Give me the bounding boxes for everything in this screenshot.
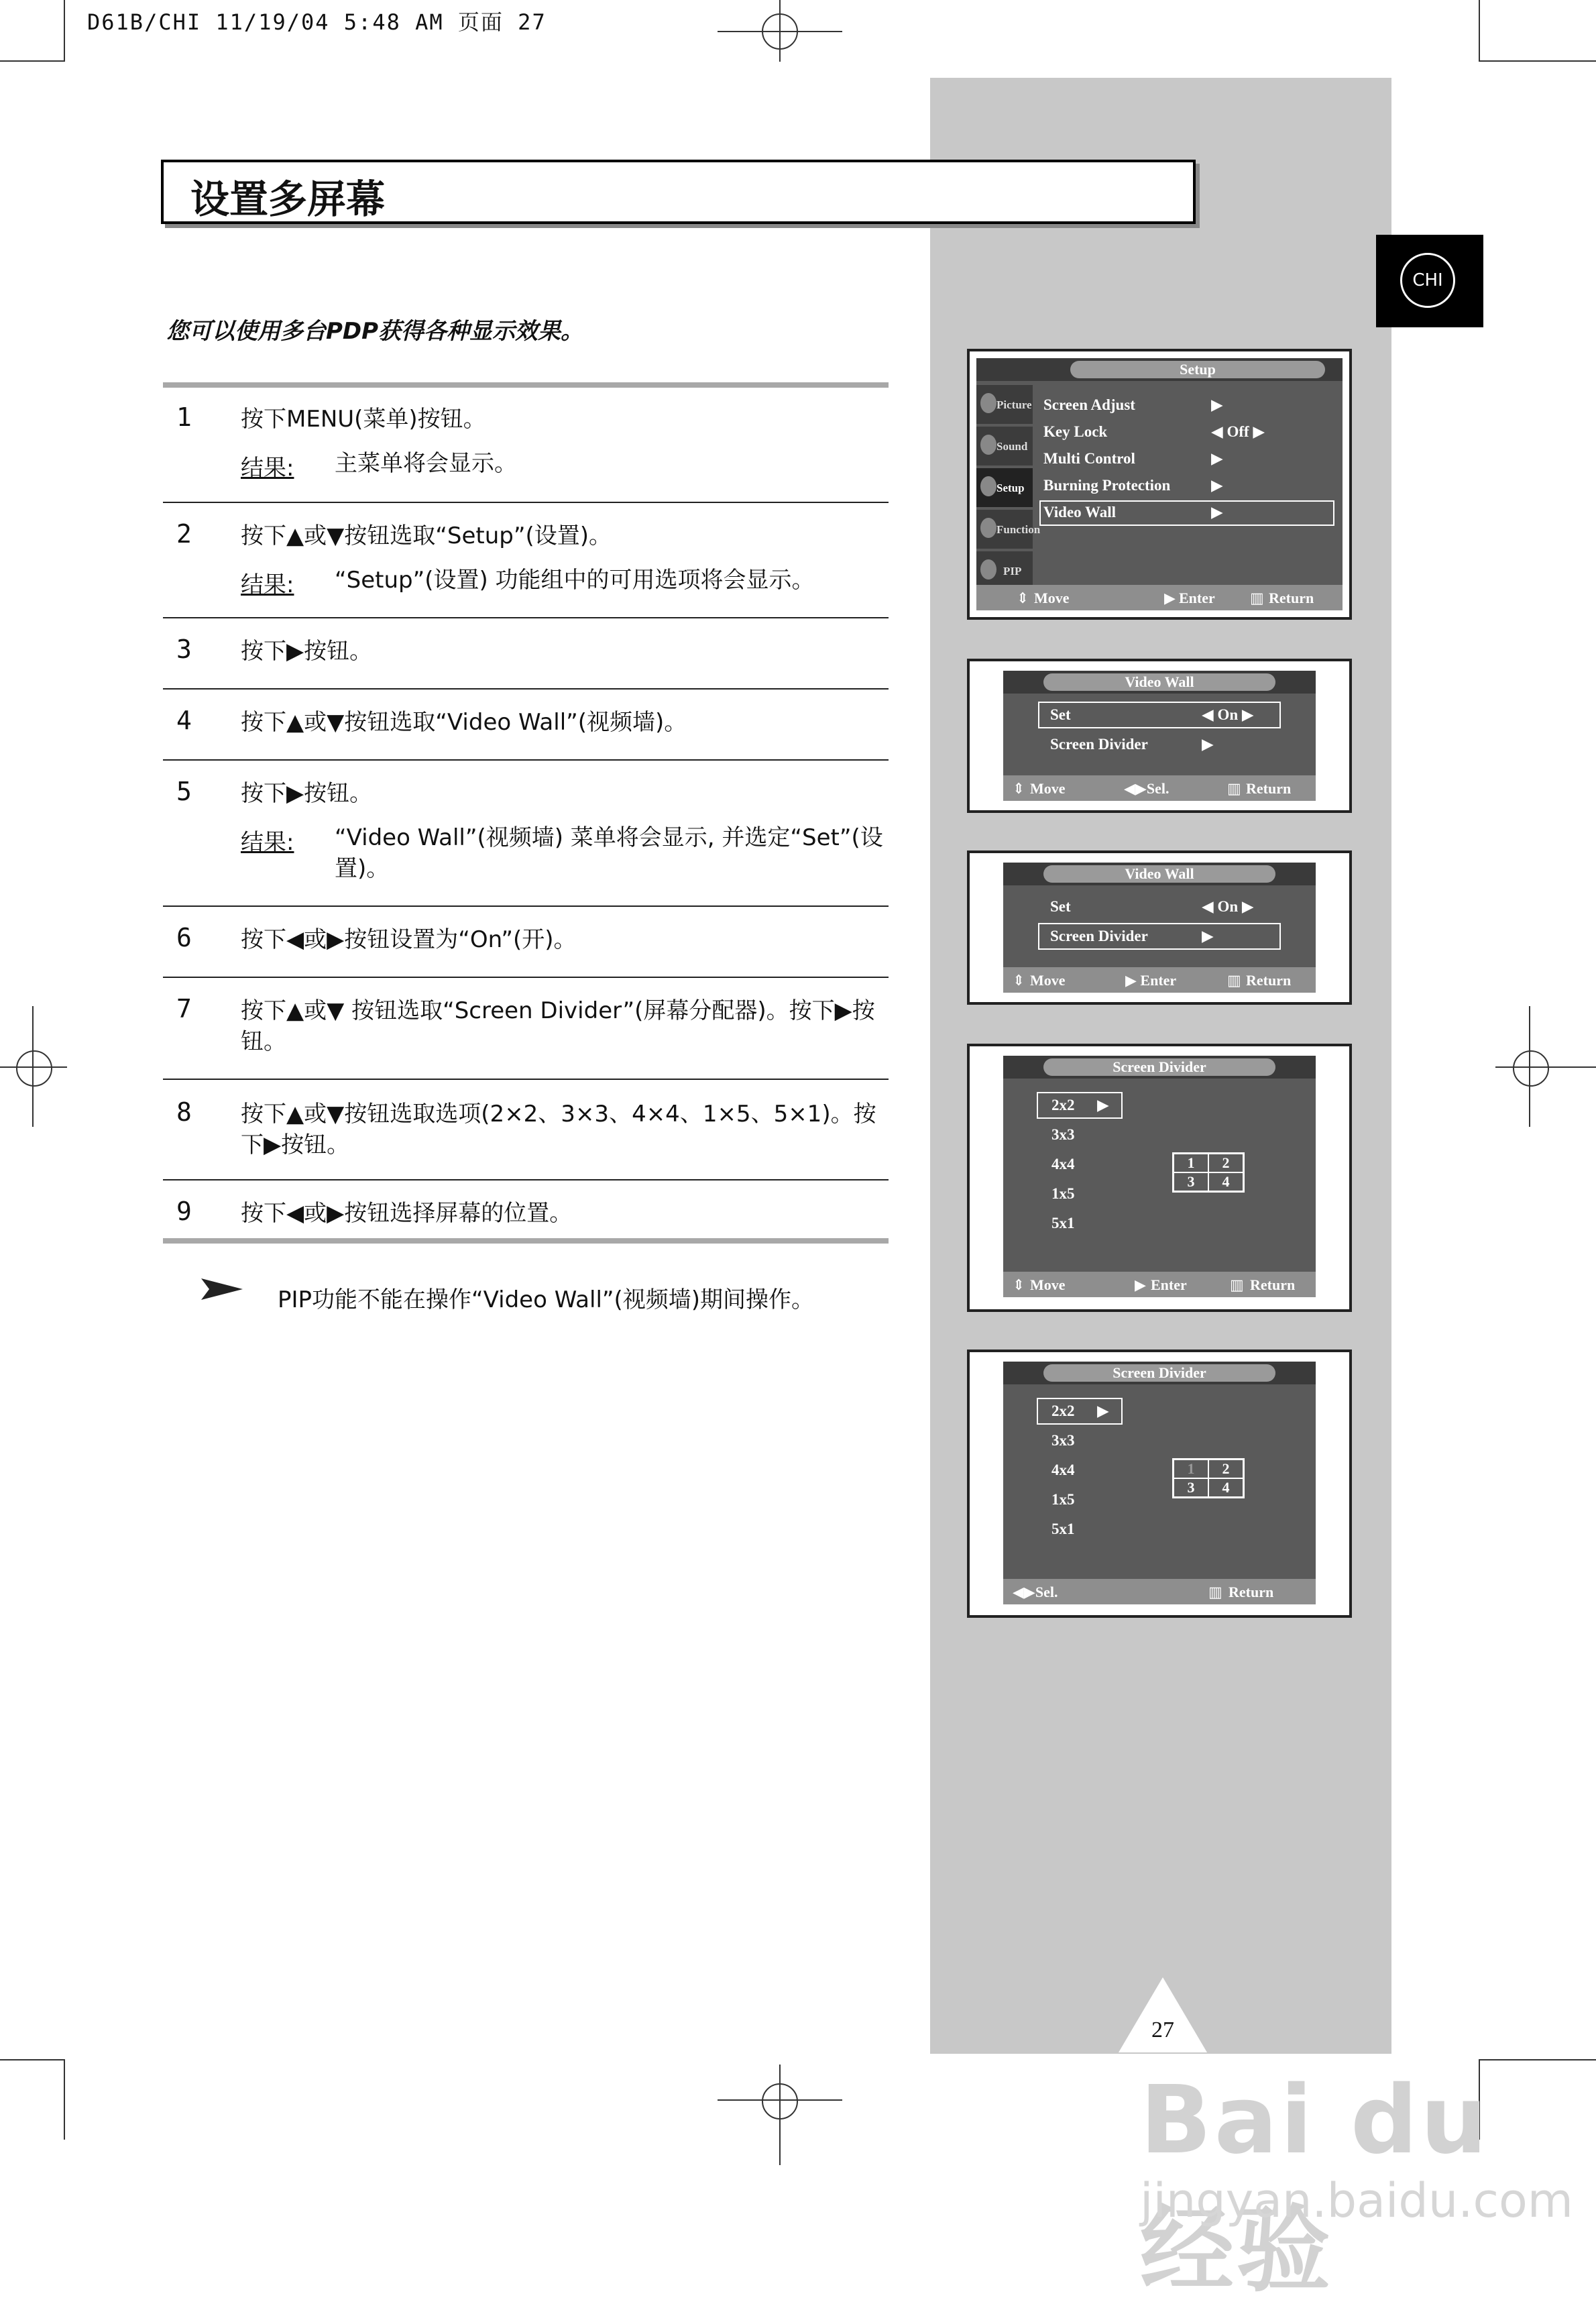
- menu-item-value: ◀ On ▶: [1202, 898, 1254, 915]
- step-divider: [163, 1179, 889, 1180]
- side-tab-label: Picture: [996, 398, 1032, 411]
- result-text: “Setup”(设置) 功能组中的可用选项将会显示。: [335, 567, 815, 594]
- osd-title-bar: [1003, 1056, 1316, 1079]
- option-label: 2x2: [1051, 1097, 1075, 1113]
- footer-move: Move: [1030, 780, 1066, 797]
- option-4x4[interactable]: [1051, 1152, 1075, 1176]
- footer-return-icon: ▥: [1227, 780, 1241, 797]
- step-text: 按下MENU(菜单)按钮。: [241, 406, 486, 433]
- crop-mark: [64, 0, 65, 62]
- step-divider: [163, 759, 889, 761]
- menu-item-set[interactable]: [1050, 703, 1071, 727]
- step-text: 按下▲或▼按钮选取选项(2×2、3×3、4×4、1×5、5×1)。按下▶按钮。: [241, 1101, 876, 1158]
- osd-title-bar: [976, 358, 1343, 381]
- screen-divider-position-frame: [967, 1350, 1352, 1618]
- step-divider: [163, 905, 889, 907]
- step-divider: [163, 617, 889, 618]
- grid-cell-selected[interactable]: 1: [1174, 1460, 1208, 1478]
- step-text: 按下▲或▼按钮选取“Setup”(设置)。: [241, 522, 612, 549]
- footer-move: Move: [1030, 972, 1066, 989]
- footer-return-icon: ▥: [1250, 590, 1264, 606]
- footer-return-icon: ▥: [1230, 1276, 1244, 1293]
- screen-setup-frame: [967, 349, 1352, 620]
- menu-item-value: ▶: [1202, 736, 1214, 753]
- menu-item-label: Set: [1050, 898, 1071, 915]
- crop-mark: [1479, 2059, 1596, 2060]
- setup-icon: [980, 476, 996, 496]
- menu-item-label: Screen Adjust: [1043, 396, 1135, 413]
- menu-item-multi-control[interactable]: [1043, 447, 1135, 471]
- crop-mark: [0, 60, 64, 62]
- menu-item-value: ▶: [1202, 928, 1214, 944]
- footer-enter: ▶ Enter: [1125, 972, 1177, 989]
- divider-grid-preview: [1172, 1458, 1245, 1498]
- option-label: 5x1: [1051, 1521, 1075, 1537]
- osd-setup-menu: [976, 358, 1343, 610]
- note-text: PIP功能不能在操作“Video Wall”(视频墙)期间操作。: [278, 1286, 815, 1313]
- watermark: Bai du 经验: [1140, 2066, 1490, 2305]
- grid-cell[interactable]: 2: [1208, 1460, 1243, 1478]
- option-label: 3x3: [1051, 1432, 1075, 1449]
- menu-item-label: Burning Protection: [1043, 477, 1171, 494]
- screen-videowall-set-frame: [967, 659, 1352, 813]
- menu-item-screen-divider[interactable]: [1050, 732, 1148, 757]
- step-divider: [163, 1079, 889, 1080]
- language-tab-label: CHI: [1400, 253, 1455, 308]
- footer-return: Return: [1269, 590, 1314, 606]
- option-5x1[interactable]: [1051, 1211, 1075, 1235]
- note-arrow-icon: [200, 1276, 244, 1303]
- option-5x1[interactable]: [1051, 1517, 1075, 1541]
- pip-icon: [980, 559, 996, 580]
- intro-text: 您可以使用多台PDP获得各种显示效果。: [166, 318, 584, 345]
- grid-cell[interactable]: 3: [1174, 1172, 1208, 1191]
- menu-item-label: Screen Divider: [1050, 736, 1148, 753]
- menu-item-set[interactable]: [1050, 895, 1071, 919]
- grid-cell[interactable]: 1: [1174, 1154, 1208, 1172]
- osd-videowall-menu: [1003, 671, 1316, 801]
- osd-title: Video Wall: [1043, 865, 1275, 883]
- menu-item-label: Key Lock: [1043, 423, 1108, 440]
- crop-mark: [1479, 60, 1596, 62]
- side-tab-label: Sound: [996, 440, 1028, 453]
- step-number: 1: [176, 402, 192, 432]
- side-tab-sound[interactable]: [976, 427, 1033, 465]
- footer-move-icon: ⇕: [1013, 780, 1025, 797]
- side-tab-function[interactable]: [976, 510, 1041, 549]
- option-1x5[interactable]: [1051, 1182, 1075, 1206]
- side-tab-label: Setup: [996, 482, 1025, 494]
- osd-footer: [976, 585, 1343, 610]
- option-4x4[interactable]: [1051, 1458, 1075, 1482]
- step-text: 按下▶按钮。: [241, 638, 373, 665]
- footer-sel: ◀▶Sel.: [1124, 780, 1170, 797]
- option-label: 1x5: [1051, 1185, 1075, 1202]
- menu-item-screen-adjust[interactable]: [1043, 393, 1135, 417]
- menu-item-label: Set: [1050, 706, 1071, 723]
- footer-move-icon: ⇕: [1013, 972, 1025, 989]
- step-number: 3: [176, 635, 192, 664]
- option-label: 4x4: [1051, 1462, 1075, 1478]
- step-number: 7: [176, 994, 192, 1024]
- footer-move-icon: ⇕: [1017, 590, 1029, 606]
- menu-item-value: ▶: [1211, 477, 1223, 494]
- step-divider: [163, 977, 889, 978]
- registration-circle: [762, 2083, 798, 2120]
- osd-title-bar: [1003, 863, 1316, 885]
- registration-circle: [762, 13, 798, 50]
- steps-top-rule: [163, 382, 889, 388]
- step-text: 按下▲或▼ 按钮选取“Screen Divider”(屏幕分配器)。按下▶按钮。: [241, 997, 875, 1055]
- option-label: 4x4: [1051, 1156, 1075, 1172]
- crop-mark: [64, 2059, 65, 2140]
- option-arrow-icon: ▶: [1097, 1097, 1109, 1113]
- menu-item-value: ▶: [1211, 504, 1223, 520]
- menu-item-value: ▶: [1211, 396, 1223, 413]
- language-tab: [1376, 235, 1483, 327]
- option-2x2[interactable]: [1051, 1399, 1075, 1423]
- step-number: 9: [176, 1197, 192, 1226]
- osd-footer: [1003, 1579, 1316, 1604]
- option-1x5[interactable]: [1051, 1488, 1075, 1512]
- osd-footer: [1003, 1272, 1316, 1297]
- side-tab-picture[interactable]: [976, 385, 1033, 424]
- menu-item-value: ◀ Off ▶: [1211, 423, 1265, 440]
- option-label: 3x3: [1051, 1126, 1075, 1143]
- function-icon: [980, 518, 996, 538]
- option-arrow-icon: ▶: [1097, 1402, 1109, 1419]
- step-number: 8: [176, 1097, 192, 1127]
- menu-item-value: ▶: [1211, 450, 1223, 467]
- osd-screen-divider: [1003, 1056, 1316, 1297]
- footer-enter: Enter: [1179, 590, 1215, 606]
- grid-cell[interactable]: 4: [1208, 1478, 1243, 1497]
- osd-title: Screen Divider: [1043, 1058, 1275, 1076]
- option-3x3[interactable]: [1051, 1429, 1075, 1453]
- option-label: 1x5: [1051, 1491, 1075, 1508]
- step-text: 按下◀或▶按钮设置为“On”(开)。: [241, 926, 577, 953]
- registration-circle: [1513, 1050, 1549, 1087]
- side-tab-setup[interactable]: [976, 468, 1033, 507]
- sound-icon: [980, 435, 996, 455]
- osd-videowall-menu: [1003, 863, 1316, 993]
- option-label: 2x2: [1051, 1402, 1075, 1419]
- step-divider: [163, 688, 889, 690]
- step-divider: [163, 502, 889, 503]
- menu-item-label: Screen Divider: [1050, 928, 1148, 944]
- page-number: 27: [1151, 2018, 1174, 2042]
- step-number: 6: [176, 923, 192, 952]
- menu-item-video-wall[interactable]: [1043, 500, 1116, 525]
- footer-return: Return: [1250, 1276, 1296, 1293]
- footer-sel: ◀▶Sel.: [1013, 1584, 1058, 1600]
- crop-mark: [1479, 0, 1480, 62]
- option-3x3[interactable]: [1051, 1123, 1075, 1147]
- screen-divider-select-frame: [967, 1044, 1352, 1312]
- side-tab-label: Function: [996, 523, 1041, 536]
- footer-enter-icon: ▶: [1135, 1276, 1146, 1293]
- step-text: 按下◀或▶按钮选择屏幕的位置。: [241, 1200, 573, 1227]
- menu-item-label: Video Wall: [1043, 504, 1116, 520]
- side-tab-label: PIP: [1003, 565, 1022, 578]
- osd-footer: [1003, 967, 1316, 993]
- registration-circle: [16, 1050, 52, 1087]
- menu-item-value: ◀ On ▶: [1202, 706, 1254, 723]
- osd-title-bar: [1003, 1362, 1316, 1384]
- footer-move: Move: [1030, 1276, 1066, 1293]
- footer-enter: Enter: [1151, 1276, 1187, 1293]
- osd-title-bar: [1003, 671, 1316, 694]
- option-2x2[interactable]: [1051, 1093, 1075, 1117]
- footer-move-icon: ⇕: [1013, 1276, 1025, 1293]
- step-text: 按下▶按钮。: [241, 780, 373, 807]
- step-number: 5: [176, 777, 192, 806]
- step-number: 2: [176, 519, 192, 549]
- osd-title: Setup: [1070, 361, 1325, 378]
- result-label: 结果:: [241, 829, 294, 856]
- menu-item-key-lock[interactable]: [1043, 420, 1107, 444]
- step-text: 按下▲或▼按钮选取“Video Wall”(视频墙)。: [241, 709, 687, 736]
- osd-title: Screen Divider: [1043, 1364, 1275, 1382]
- footer-return: Return: [1229, 1584, 1274, 1600]
- osd-title: Video Wall: [1043, 673, 1275, 691]
- print-header: D61B/CHI 11/19/04 5:48 AM 页面 27: [87, 9, 547, 35]
- page-title: 设置多屏幕: [190, 176, 386, 222]
- osd-footer: [1003, 775, 1316, 801]
- selection-highlight: [1037, 1398, 1123, 1425]
- title-box: [161, 160, 1196, 224]
- footer-return: Return: [1246, 972, 1292, 989]
- divider-grid-preview: [1172, 1152, 1245, 1193]
- menu-item-screen-divider[interactable]: [1050, 924, 1148, 948]
- result-text: “Video Wall”(视频墙) 菜单将会显示, 并选定“Set”(设置)。: [335, 824, 883, 882]
- step-number: 4: [176, 706, 192, 735]
- selection-highlight: [1037, 1092, 1123, 1119]
- screen-videowall-divider-frame: [967, 850, 1352, 1005]
- footer-enter-icon: ▶: [1164, 590, 1176, 606]
- menu-item-label: Multi Control: [1043, 450, 1135, 467]
- grid-cell[interactable]: 2: [1208, 1154, 1243, 1172]
- watermark-url: jingyan.baidu.com: [1140, 2173, 1573, 2228]
- osd-screen-divider: [1003, 1362, 1316, 1604]
- crop-mark: [0, 2059, 64, 2060]
- option-label: 5x1: [1051, 1215, 1075, 1231]
- grid-cell[interactable]: 3: [1174, 1478, 1208, 1497]
- result-label: 结果:: [241, 571, 294, 598]
- grid-cell[interactable]: 4: [1208, 1172, 1243, 1191]
- result-label: 结果:: [241, 455, 294, 482]
- footer-return-icon: ▥: [1208, 1584, 1222, 1600]
- menu-item-burning-protection[interactable]: [1043, 474, 1170, 498]
- footer-return-icon: ▥: [1227, 972, 1241, 989]
- result-text: 主菜单将会显示。: [335, 450, 517, 477]
- steps-bottom-rule: [163, 1238, 889, 1244]
- footer-return: Return: [1246, 780, 1292, 797]
- picture-icon: [980, 393, 996, 413]
- footer-move: Move: [1034, 590, 1070, 606]
